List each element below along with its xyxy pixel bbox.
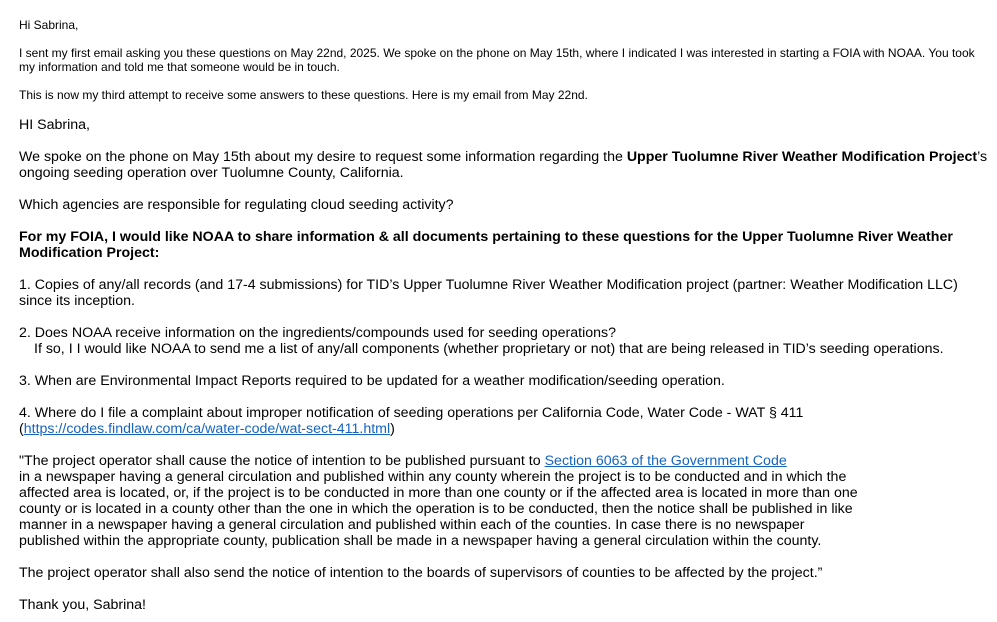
code-quote-line-5: manner in a newspaper having a general circulation and published within each of the counties. In case there is no newspaper (19, 517, 805, 533)
intro-paragraph-1-line-1: I sent my first email asking you these questions on May 22nd, 2025. We spoke on the phone on May 15th, where I indicated I was interested in starting a FOIA with NOAA. You took (19, 46, 975, 60)
government-code-link[interactable]: Section 6063 of the Government Code (544, 453, 787, 469)
project-name: Upper Tuolumne River Weather Modification Project (626, 149, 978, 165)
paren-close: ) (390, 421, 395, 437)
question-1-line-2: since its inception. (19, 293, 135, 309)
paren-open: ( (19, 421, 24, 437)
question-4-line-1: 4. Where do I file a complaint about improper notification of seeding operations per California Code, Water Code - WAT § 411 (19, 405, 804, 421)
code-quote-line-1 (19, 453, 787, 469)
question-3: 3. When are Environmental Impact Reports required to be updated for a weather modification/seeding operation. (19, 373, 725, 389)
code-quote-line-6: published within the appropriate county, publication shall be made in a newspaper having a general circulation within the county. (19, 533, 822, 549)
code-quote-line-2: in a newspaper having a general circulation and published within any county wherein the project is to be conducted and in which the (19, 469, 847, 485)
code-quote-text: "The project operator shall cause the notice of intention to be published pursuant to (19, 453, 545, 469)
question-2-line-1: 2. Does NOAA receive information on the ingredients/compounds used for seeding operations? (19, 325, 617, 341)
question-4-line-2 (19, 421, 395, 437)
closing-quote: The project operator shall also send the notice of intention to the boards of supervisors of counties to be affected by the project.” (19, 565, 823, 581)
phone-paragraph-line-1 (19, 149, 987, 165)
phone-paragraph-suffix: ’s (977, 149, 988, 165)
question-2-line-2: If so, I I would like NOAA to send me a list of any/all components (whether proprietary or not) that are being released in TID’s seeding operations. (34, 341, 944, 357)
findlaw-link[interactable]: https://codes.findlaw.com/ca/water-code/wat-sect-411.html (23, 421, 391, 437)
code-quote-line-4: county or is located in a county other than the one in which the operation is to be conducted, then the notice shall be published in like (19, 501, 853, 517)
code-quote-line-3: affected area is located, or, if the project is to be conducted in more than one county or if the affected area is located in more than one (19, 485, 858, 501)
foia-heading-line-2: Modification Project: (19, 245, 160, 261)
phone-paragraph-line-2: ongoing seeding operation over Tuolumne County, California. (19, 165, 404, 181)
question-1-line-1: 1. Copies of any/all records (and 17-4 submissions) for TID’s Upper Tuolumne River Weather Modification project (partner: Weather Modification LLC) (19, 277, 958, 293)
foia-heading-line-1: For my FOIA, I would like NOAA to share information & all documents pertaining to these questions for the Upper Tuolumne River Weather (19, 229, 953, 245)
intro-paragraph-1-line-2: my information and told me that someone would be in touch. (19, 60, 340, 74)
phone-paragraph-text: We spoke on the phone on May 15th about my desire to request some information regarding the (19, 149, 627, 165)
sign-off: Thank you, Sabrina! (19, 597, 146, 613)
intro-paragraph-2: This is now my third attempt to receive some answers to these questions. Here is my email from May 22nd. (19, 88, 588, 102)
intro-greeting: Hi Sabrina, (19, 18, 79, 32)
agencies-question: Which agencies are responsible for regulating cloud seeding activity? (19, 197, 454, 213)
quoted-greeting: HI Sabrina, (19, 117, 90, 133)
